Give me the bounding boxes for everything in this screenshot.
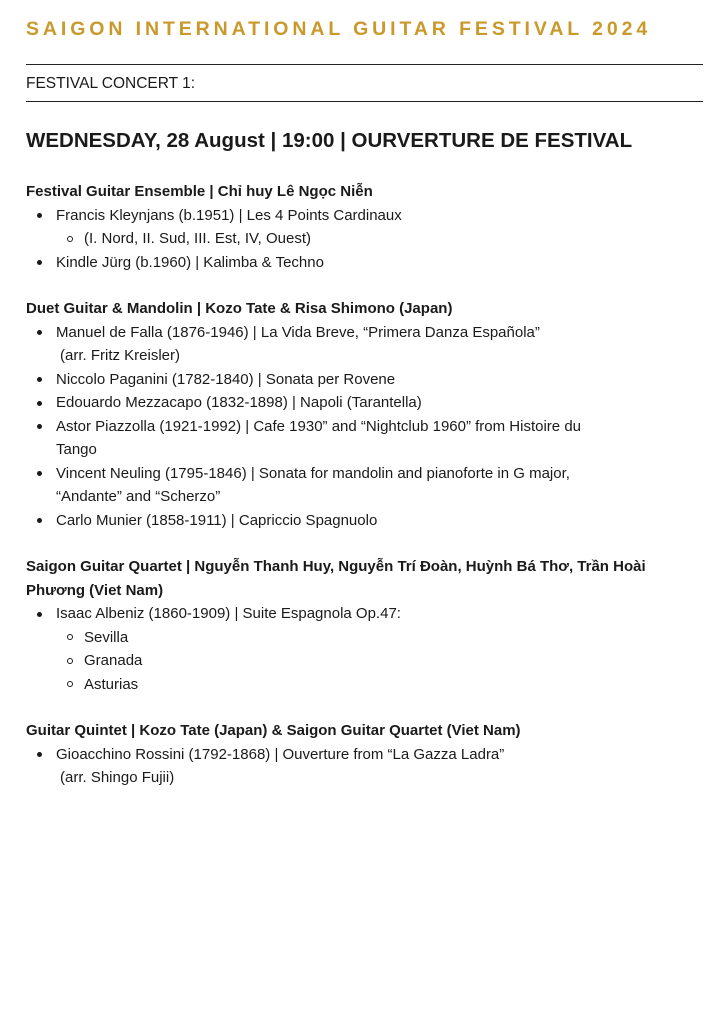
piece-item (26, 204, 706, 228)
piece-continuation: Tango (56, 441, 97, 458)
top-divider (26, 64, 703, 65)
concert-label: FESTIVAL CONCERT 1: (26, 75, 196, 92)
piece-item (26, 251, 706, 275)
section-title: Festival Guitar Ensemble | Chỉ huy Lê Ngọc Niễn (26, 183, 373, 200)
movement-text: Granada (84, 652, 143, 669)
piece-list (26, 321, 706, 533)
piece-text: Isaac Albeniz (1860-1909) | Suite Espagnola Op.47: (56, 605, 401, 622)
section-title: Saigon Guitar Quartet | Nguyễn Thanh Huy, Nguyễn Trí Đoàn, Huỳnh Bá Thơ, Trần Hoài Phương (Viet Nam) (26, 558, 646, 599)
piece-text: Edouardo Mezzacapo (1832-1898) | Napoli (Tarantella) (56, 394, 422, 411)
piece-text: Francis Kleynjans (b.1951) | Les 4 Points Cardinaux (56, 206, 402, 224)
piece-list (26, 602, 706, 696)
piece-continuation: “Andante” and “Scherzo” (56, 488, 221, 505)
piece-continuation: (arr. Shingo Fujii) (60, 769, 175, 786)
section-title: Duet Guitar & Mandolin | Kozo Tate & Risa Shimono (Japan) (26, 300, 453, 317)
piece-item (26, 462, 706, 509)
piece-item (26, 415, 706, 462)
piece-text: Astor Piazzolla (1921-1992) | Cafe 1930” and “Nightclub 1960” from Histoire du (56, 417, 581, 435)
piece-list (26, 743, 706, 790)
piece-item (26, 602, 706, 626)
movement-item (26, 673, 706, 697)
movement-item (26, 227, 706, 251)
piece-text: Carlo Munier (1858-1911) | Capriccio Spagnuolo (56, 511, 378, 529)
piece-item (26, 391, 706, 415)
piece-text: Gioacchino Rossini (1792-1868) | Ouverture from “La Gazza Ladra” (56, 745, 505, 763)
piece-list (26, 204, 706, 275)
movement-item (26, 626, 706, 650)
piece-text: Manuel de Falla (1876-1946) | La Vida Breve, “Primera Danza Española” (56, 323, 540, 341)
piece-item (26, 321, 706, 368)
bottom-divider (26, 101, 703, 102)
piece-item (26, 743, 706, 790)
section-title: Guitar Quintet | Kozo Tate (Japan) & Saigon Guitar Quartet (Viet Nam) (26, 722, 521, 739)
piece-continuation: (arr. Fritz Kreisler) (60, 347, 180, 364)
ensemble-section (26, 180, 706, 274)
piece-text: Kindle Jürg (b.1960) | Kalimba & Techno (56, 253, 324, 271)
quartet-section (26, 555, 706, 696)
quintet-section (26, 719, 706, 790)
piece-item (26, 368, 706, 392)
piece-text: Vincent Neuling (1795-1846) | Sonata for mandolin and pianoforte in G major, (56, 464, 570, 482)
program-list (26, 180, 706, 813)
duet-section (26, 297, 706, 532)
movement-item (26, 649, 706, 673)
piece-text: Niccolo Paganini (1782-1840) | Sonata per Rovene (56, 370, 396, 388)
movement-text: Sevilla (84, 628, 129, 646)
movement-text: (I. Nord, II. Sud, III. Est, IV, Ouest) (84, 230, 312, 247)
movement-text: Asturias (84, 675, 139, 693)
piece-item (26, 509, 706, 533)
concert-heading: WEDNESDAY, 28 August | 19:00 | OURVERTURE DE FESTIVAL (26, 129, 633, 152)
festival-title: SAIGON INTERNATIONAL GUITAR FESTIVAL 2024 (26, 18, 652, 40)
